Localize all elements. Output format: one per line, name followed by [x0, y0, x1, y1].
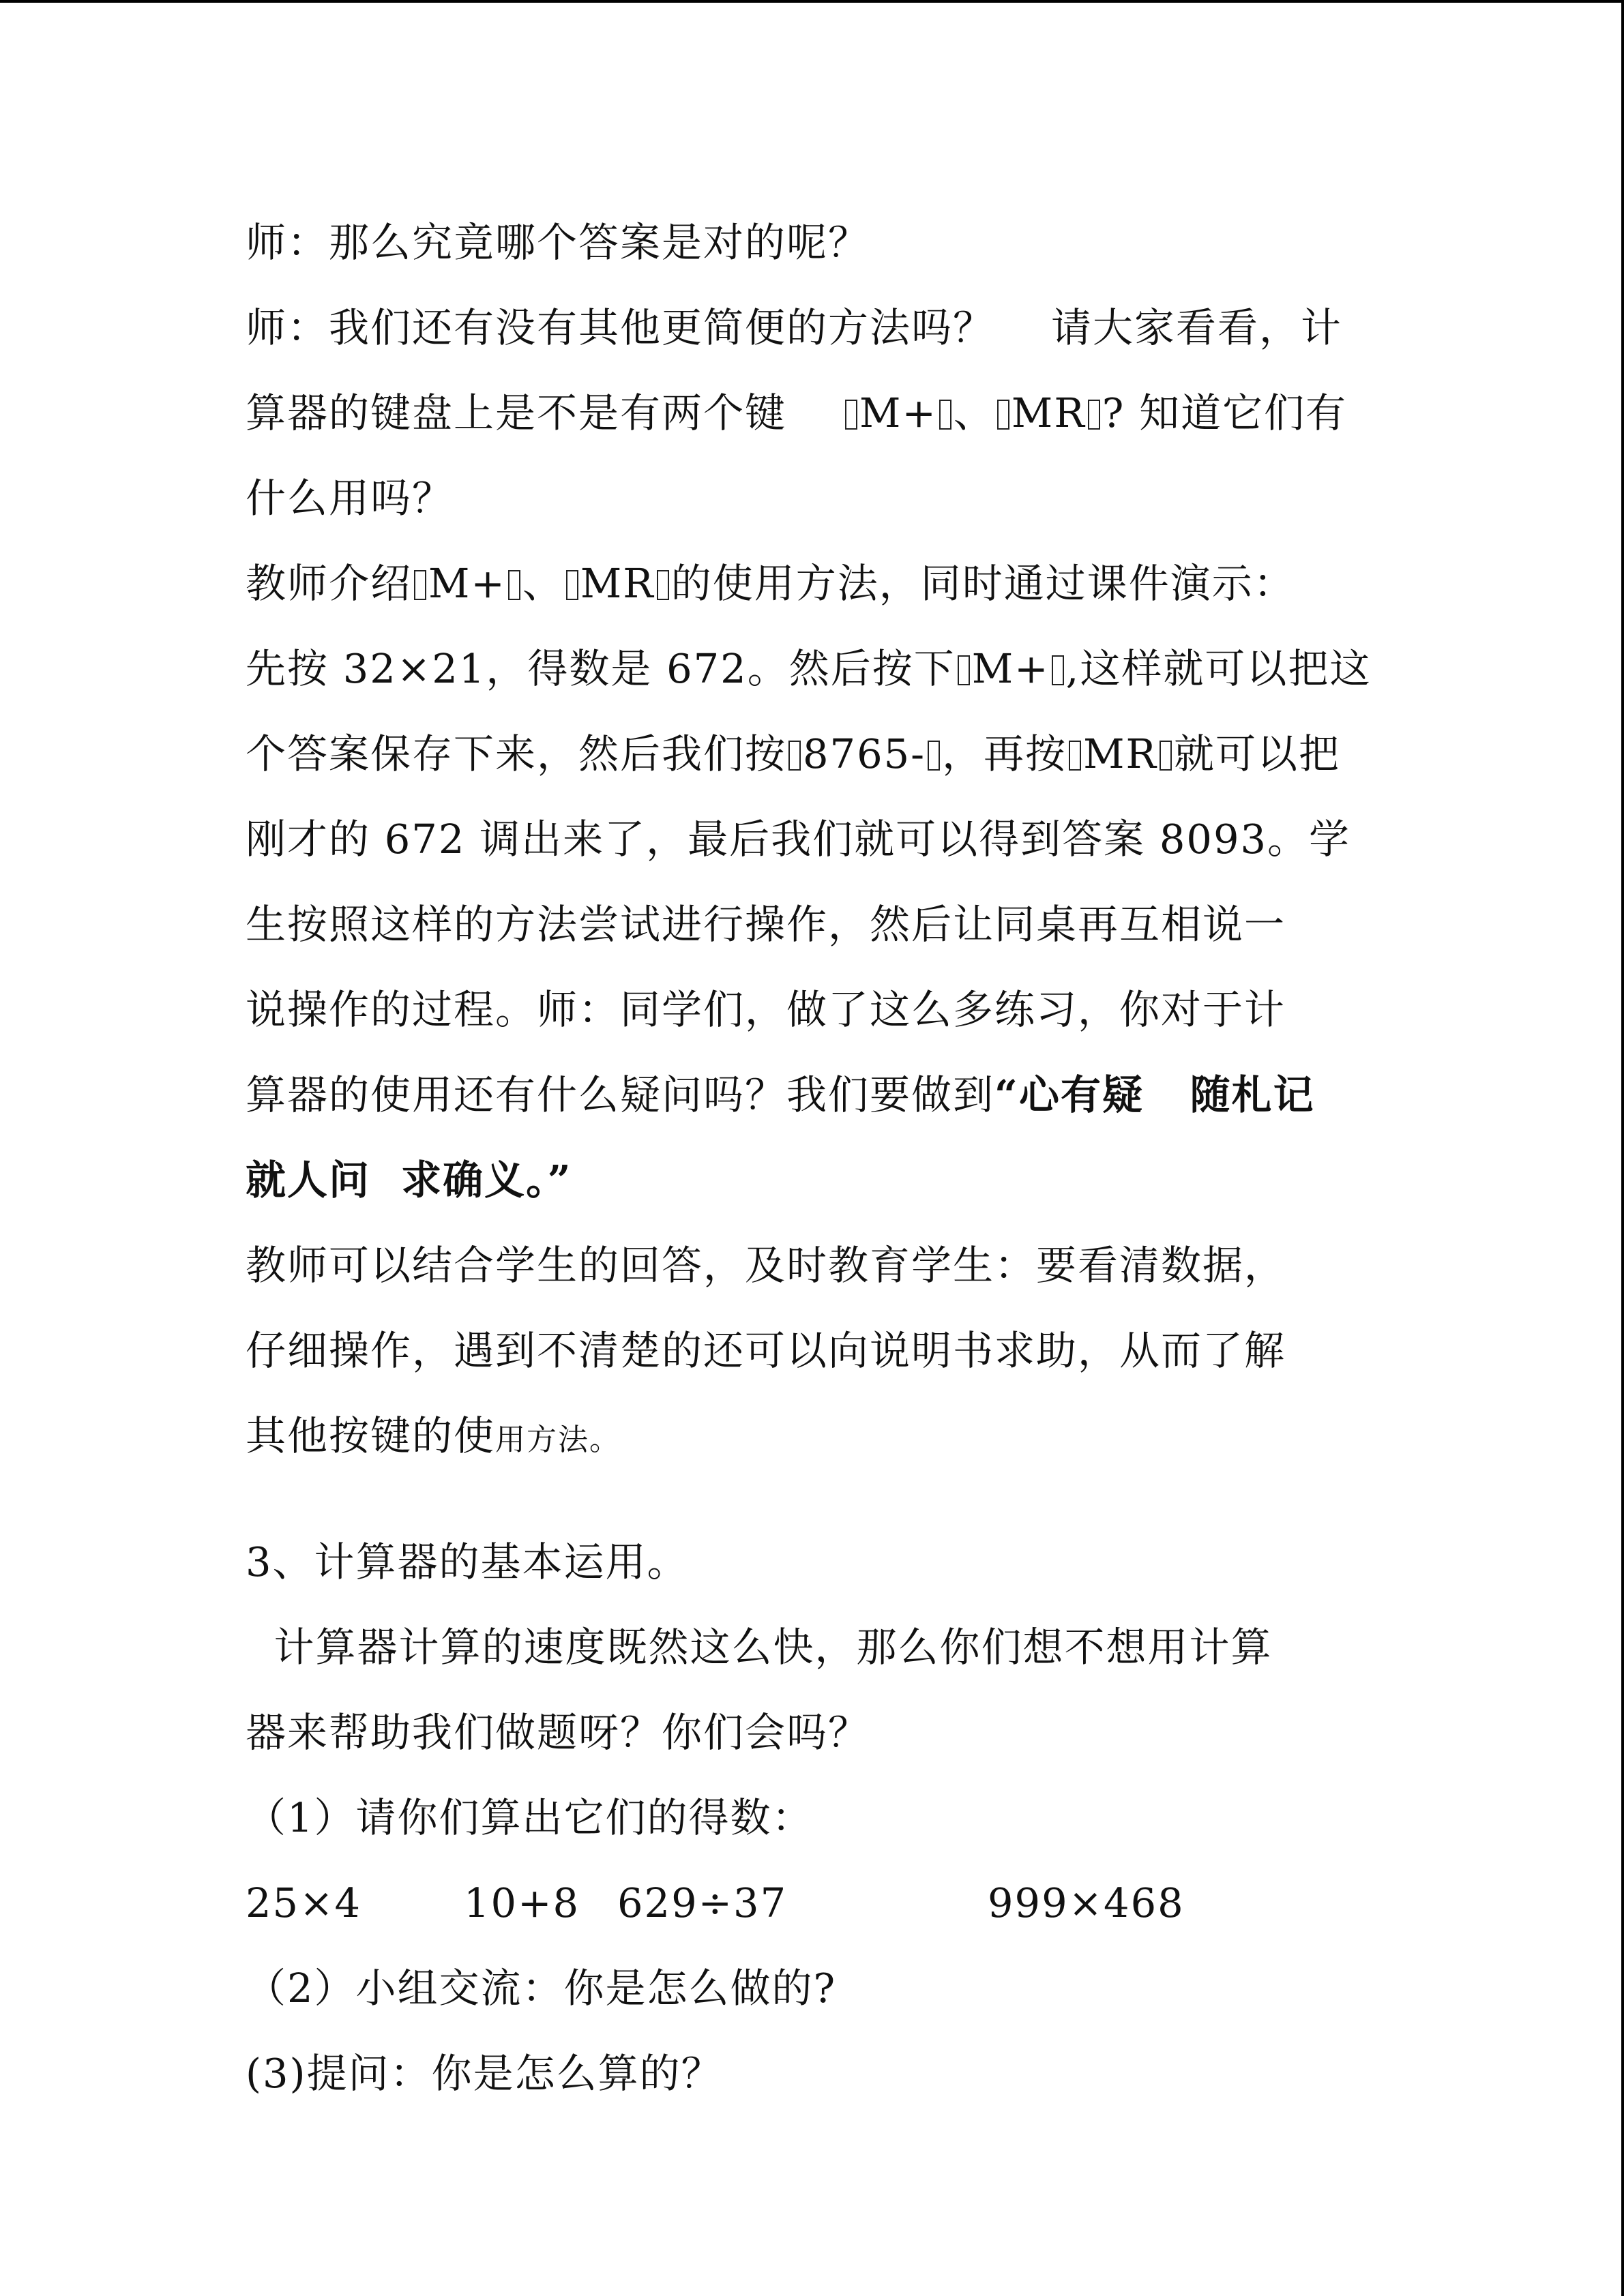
key-label: MR	[580, 560, 655, 607]
text-run: 算器的使用还有什么疑问吗？我们要做到	[246, 1071, 995, 1118]
text-run: 就可以把	[1173, 730, 1340, 777]
paragraph-line: 教师可以结合学生的回答，及时教育学生：要看清数据，	[246, 1242, 1286, 1289]
paragraph-line	[246, 1409, 621, 1467]
text-run: 、	[522, 560, 564, 607]
paragraph-line: 计算器计算的速度既然这么快，那么你们想不想用计算	[246, 1624, 1273, 1671]
exercise-expression: 10+8	[464, 1879, 580, 1926]
paragraph-line	[246, 556, 1295, 611]
paragraph-line: 说操作的过程。师：同学们，做了这么多练习，你对于计	[246, 986, 1286, 1033]
text-run: ,这样就可以把这	[1065, 645, 1372, 692]
key-label: 8765-	[803, 730, 926, 777]
text-run: 其他按键的使	[246, 1412, 496, 1459]
paragraph-line: 仔细操作，遇到不清楚的还可以向说明书求助，从而了解	[246, 1327, 1286, 1374]
text-run: ，再按	[942, 730, 1067, 777]
missing-glyph-icon	[845, 400, 857, 430]
list-item: (3)提问：你是怎么算的？	[246, 2050, 723, 2097]
missing-glyph-icon	[788, 741, 801, 771]
list-item: （2）小组交流：你是怎么做的?	[246, 1965, 837, 2012]
list-item: （1）请你们算出它们的得数：	[246, 1794, 814, 1841]
exercise-expression: 25×4	[246, 1879, 362, 1926]
text-run: 个答案保存下来，然后我们按	[246, 730, 787, 777]
quote-text: 就人问 求确义。”	[246, 1157, 572, 1204]
text-run: 、	[953, 389, 995, 436]
text-run: 算器的键盘上是不是有两个键	[246, 389, 844, 436]
paragraph-line	[246, 727, 1340, 781]
paragraph-line: 生按照这样的方法尝试进行操作，然后让同桌再互相说一	[246, 901, 1286, 948]
paragraph-line: 器来帮助我们做题呀？你们会吗？	[246, 1709, 870, 1756]
text-run: 用方法。	[495, 1422, 621, 1457]
paragraph-line: 师：那么究竟哪个答案是对的呢？	[246, 219, 870, 266]
missing-glyph-icon	[997, 400, 1009, 430]
key-label: MR	[1083, 730, 1157, 777]
paragraph-line	[246, 1068, 1315, 1122]
paragraph-line	[246, 386, 1347, 441]
text-run: 的使用方法，同时通过课件演示：	[670, 560, 1295, 607]
exercise-expression: 629÷37	[617, 1879, 788, 1926]
missing-glyph-icon	[1052, 655, 1064, 685]
text-run: 教师介绍	[246, 560, 413, 607]
paragraph-line: 什么用吗？	[246, 475, 454, 522]
section-heading: 3、计算器的基本运用。	[246, 1538, 689, 1585]
missing-glyph-icon	[958, 655, 970, 685]
key-label: M+	[971, 645, 1050, 692]
key-label: M+	[428, 560, 506, 607]
missing-glyph-icon	[939, 400, 951, 430]
missing-glyph-icon	[1160, 741, 1172, 771]
paragraph-line: 师：我们还有没有其他更简便的方法吗？ 请大家看看，计	[246, 304, 1343, 351]
missing-glyph-icon	[1069, 741, 1081, 771]
missing-glyph-icon	[657, 570, 669, 600]
exercise-expression: 999×468	[988, 1879, 1185, 1926]
key-label: M+	[859, 389, 937, 436]
missing-glyph-icon	[566, 570, 578, 600]
missing-glyph-icon	[1088, 400, 1100, 430]
text-run: 先按 32×21，得数是 672。然后按下	[246, 645, 956, 692]
paragraph-line: 刚才的 672 调出来了，最后我们就可以得到答案 8093。学	[246, 816, 1351, 863]
quote-text: “心有疑 随札记	[994, 1071, 1315, 1118]
paragraph-line	[246, 642, 1371, 696]
missing-glyph-icon	[928, 741, 940, 771]
text-run: ? 知道它们有	[1102, 389, 1348, 436]
missing-glyph-icon	[414, 570, 426, 600]
missing-glyph-icon	[508, 570, 520, 600]
key-label: MR	[1011, 389, 1086, 436]
